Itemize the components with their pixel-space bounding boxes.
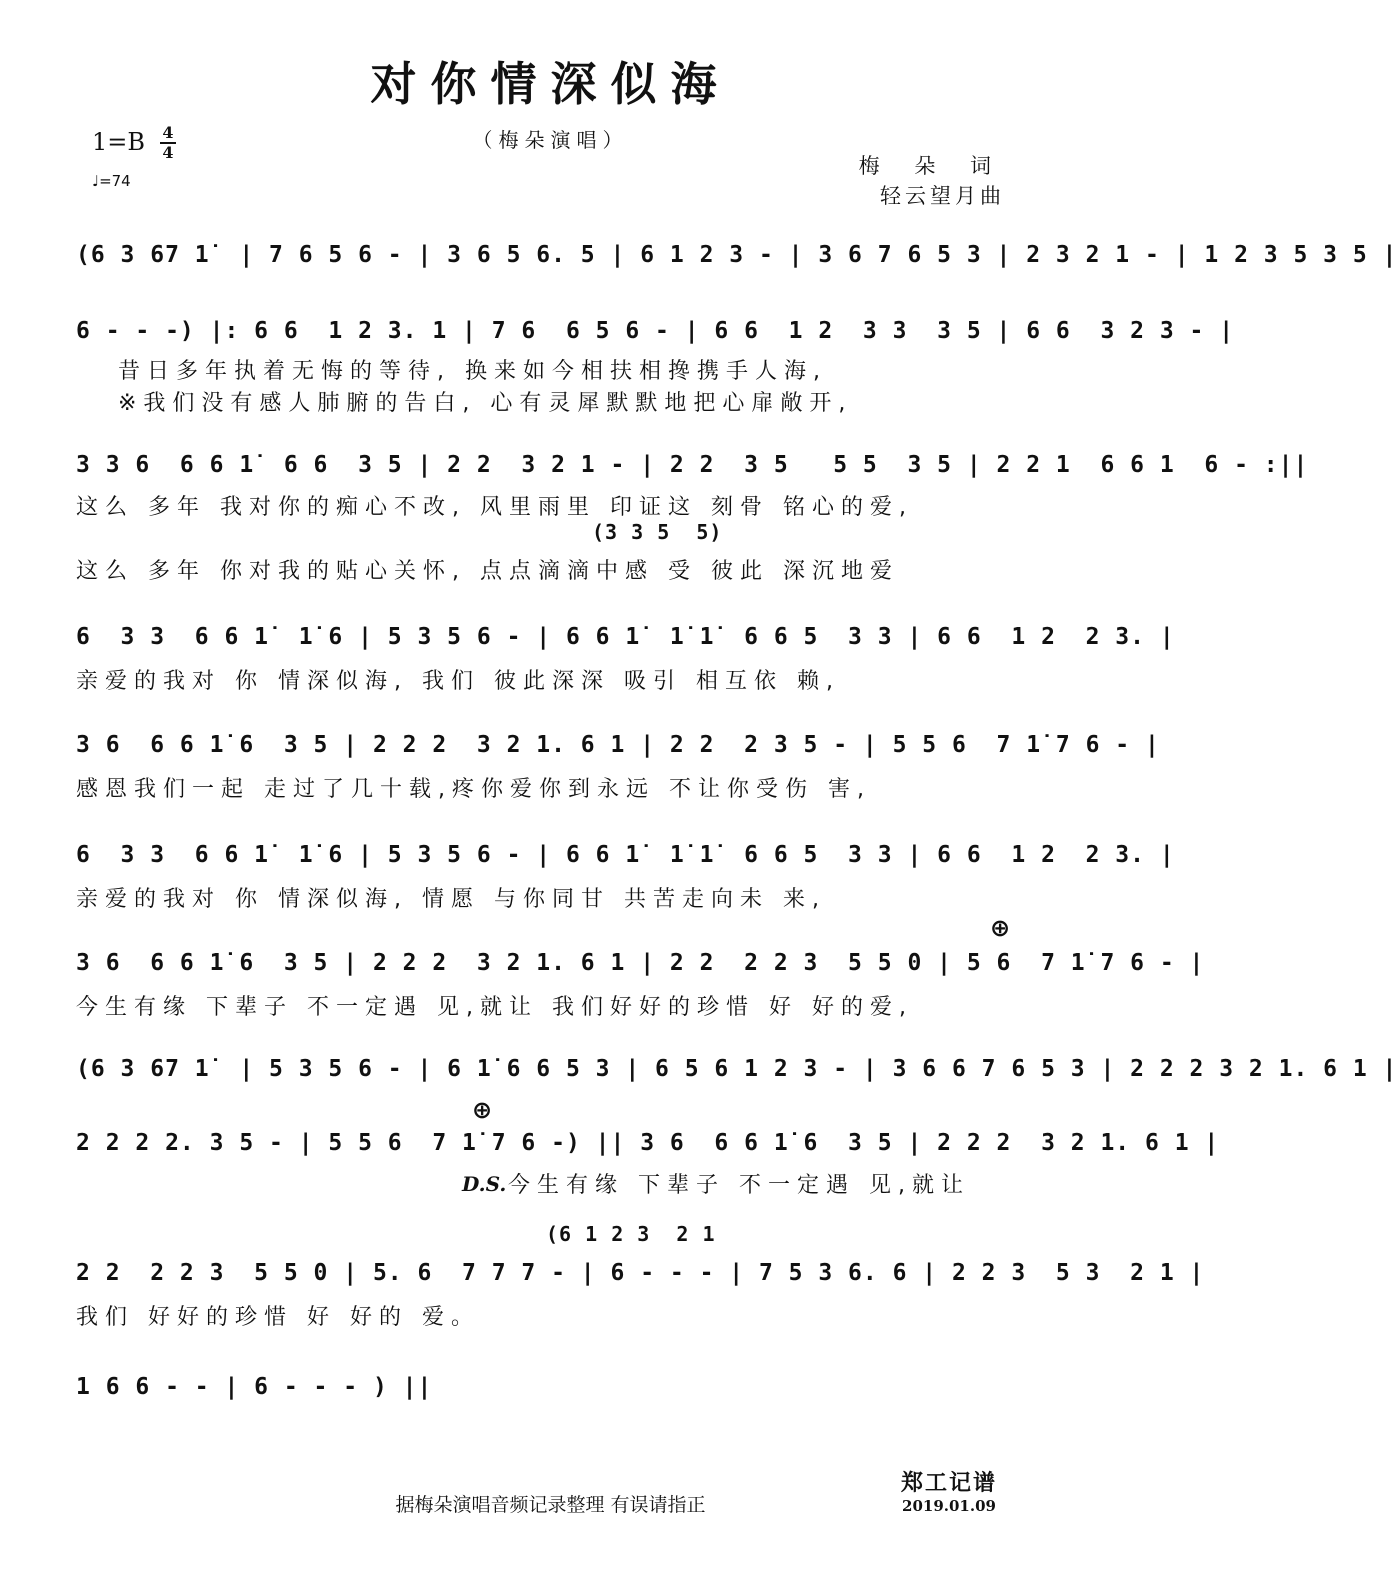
notation-line-10-alt: (6 1 2 3 2 1 bbox=[546, 1222, 716, 1246]
coda-icon: ⊕ bbox=[472, 1096, 493, 1124]
key-signature: 1=B bbox=[92, 128, 146, 156]
notation-line-10: 2 2 2 2 3 5 5 0 | 5. 6 7 7 7 - | 6 - - - | 7 5 3 6. 6 | 2 2 3 5 3 2 1 | bbox=[76, 1260, 1205, 1286]
composer-credit: 轻云望月曲 bbox=[880, 184, 1005, 208]
notation-line-1: (6 3 67 1̇ | 7 6 5 6 - | 3 6 5 6. 5 | 6 1 2 3 - | 3 6 7 6 5 3 | 2 3 2 1 - | 1 2 3 5 3 5 | bbox=[76, 242, 1397, 268]
notation-line-6: 6 3 3 6 6 1̇ 1̇ 6 | 5 3 5 6 - | 6 6 1̇ 1̇ 1̇ 6 6 5 3 3 | 6 6 1 2 2 3. | bbox=[76, 842, 1175, 868]
lyric-line-3-verse-1: 这么 多年 我对你的痴心不改, 风里雨里 印证这 刻骨 铭心的爱, bbox=[76, 495, 913, 520]
transcriber-stamp bbox=[901, 1466, 997, 1515]
notation-line-8: (6 3 67 1̇ | 5 3 5 6 - | 6 1̇ 6 6 5 3 | 6 5 6 1 2 3 - | 3 6 6 7 6 5 3 | 2 2 2 3 2 1. 6 1 | bbox=[76, 1056, 1397, 1082]
lyric-line-10: 我们 好好的珍惜 好 好的 爱。 bbox=[76, 1305, 480, 1330]
notation-line-9: 2 2 2 2. 3 5 - | 5 5 6 7 1̇ 7 6 -) || 3 6 6 6 1̇ 6 3 5 | 2 2 2 3 2 1. 6 1 | bbox=[76, 1130, 1220, 1156]
lyric-line-6: 亲爱的我对 你 情深似海, 情愿 与你同甘 共苦走向未 来, bbox=[76, 887, 826, 912]
lyric-line-2-verse-2: ※我们没有感人肺腑的告白, 心有灵犀默默地把心扉敞开, bbox=[76, 391, 853, 416]
transcription-note: 据梅朵演唱音频记录整理 有误请指正 bbox=[395, 1494, 706, 1516]
transcription-date: 2019.01.09 bbox=[902, 1497, 996, 1515]
dal-segno-mark: D.S. bbox=[462, 1172, 507, 1196]
lyric-line-2-verse-1: 昔日多年执着无悔的等待, 换来如今相扶相搀携手人海, bbox=[76, 359, 827, 384]
notation-line-2: 6 - - -) |: 6 6 1 2 3. 1 | 7 6 6 5 6 - | 6 6 1 2 3 3 3 5 | 6 6 3 2 3 - | bbox=[76, 318, 1235, 344]
lyric-line-9: 今生有缘 下辈子 不一定遇 见,就让 bbox=[508, 1173, 970, 1198]
notation-line-5: 3 6 6 6 1̇ 6 3 5 | 2 2 2 3 2 1. 6 1 | 2 2 2 3 5 - | 5 5 6 7 1̇ 7 6 - | bbox=[76, 732, 1160, 758]
notation-line-7: 3 6 6 6 1̇ 6 3 5 | 2 2 2 3 2 1. 6 1 | 2 2 2 2 3 5 5 0 | 5 6 7 1̇ 7 6 - | bbox=[76, 950, 1205, 976]
lyric-line-7: 今生有缘 下辈子 不一定遇 见,就让 我们好好的珍惜 好 好的爱, bbox=[76, 995, 913, 1020]
performer-subtitle: （梅朵演唱） bbox=[472, 128, 629, 152]
time-signature bbox=[160, 124, 176, 162]
lyric-line-3-verse-2: 这么 多年 你对我的贴心关怀, 点点滴滴中感 受 彼此 深沉地爱 bbox=[76, 559, 899, 584]
notation-line-3: 3 3 6 6 6 1̇ 6 6 3 5 | 2 2 3 2 1 - | 2 2 3 5 5 5 3 5 | 2 2 1 6 6 1 6 - :|| bbox=[76, 452, 1309, 478]
lyricist-credit: 梅 朵 词 bbox=[858, 154, 1005, 178]
coda-icon: ⊕ bbox=[990, 914, 1011, 942]
time-sig-top: 4 bbox=[162, 123, 174, 142]
lyric-line-4: 亲爱的我对 你 情深似海, 我们 彼此深深 吸引 相互依 赖, bbox=[76, 669, 840, 694]
time-sig-bottom: 4 bbox=[162, 143, 174, 162]
tempo-marking: ♩=74 bbox=[92, 172, 131, 190]
song-title: 对你情深似海 bbox=[370, 57, 731, 111]
transcriber-name: 郑工记谱 bbox=[900, 1471, 997, 1496]
notation-line-3-alt: (3 3 5 5) bbox=[592, 520, 723, 544]
lyric-line-5: 感恩我们一起 走过了几十载,疼你爱你到永远 不让你受伤 害, bbox=[76, 777, 871, 802]
notation-line-11: 1 6 6 - - | 6 - - - ) || bbox=[76, 1374, 433, 1400]
notation-line-4: 6 3 3 6 6 1̇ 1̇ 6 | 5 3 5 6 - | 6 6 1̇ 1̇ 1̇ 6 6 5 3 3 | 6 6 1 2 2 3. | bbox=[76, 624, 1175, 650]
